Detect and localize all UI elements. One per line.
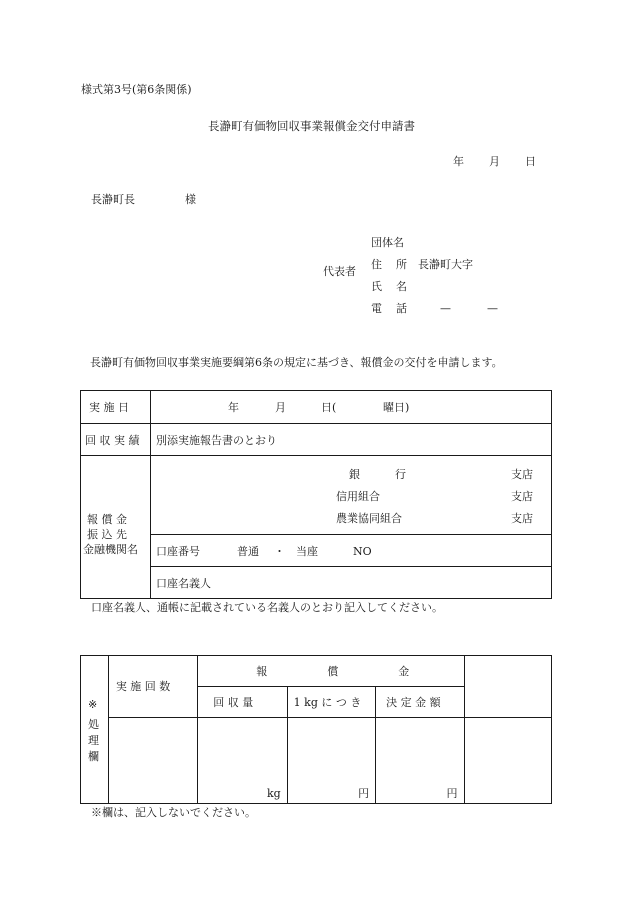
processing-side-cell [81,656,109,804]
addressee-honorific: 様 [185,193,196,206]
account-number-label: 口座番号 [156,545,200,558]
phone-dash-1: — [440,302,451,315]
bank-label-line1: 報 償 金 [87,513,127,526]
bank-name-cell [151,456,552,535]
collection-value-cell [151,424,552,456]
side-mark: ※ [88,698,98,711]
decided-amount-cell [376,687,464,718]
implementation-date-cell [151,391,552,424]
addressee: 長瀞町長 [91,193,135,206]
reward-char-1: 報 [256,665,268,678]
phone-label-1: 電 [371,302,382,315]
decided-amount-value-cell [376,718,464,804]
application-table [80,390,552,599]
account-number-cell [151,535,552,567]
implementation-date-label: 実 施 日 [89,401,129,414]
account-no: NO [353,545,372,558]
impl-date-weekday: 曜日) [383,401,410,414]
account-type-ordinary: 普通 [237,545,259,558]
account-holder-cell [151,567,552,599]
bank-label-line3: 金融機関名 [83,543,138,556]
collected-amount-label: 回 収 量 [213,696,254,709]
collection-label-cell [81,424,151,456]
decided-amount-label: 決 定 金 額 [386,696,441,709]
unit-yen-2: 円 [446,787,458,800]
representative-label: 代表者 [323,265,356,278]
account-holder-label: 口座名義人 [156,577,211,590]
impl-date-year: 年 [228,401,239,414]
impl-date-day: 日( [321,401,337,414]
blank-header-cell [464,656,552,718]
address-label-2: 所 [396,258,407,271]
branch-2: 支店 [511,490,533,503]
count-label-cell [108,656,197,718]
date-day: 日 [525,155,536,168]
per-kg-cell [287,687,375,718]
address-label-1: 住 [371,258,382,271]
statement: 長瀞町有価物回収事業実施要綱第6条の規定に基づき、報償金の交付を申請します。 [90,356,503,369]
bank-label-line2: 振 込 先 [87,528,127,541]
phone-dash-2: — [487,302,498,315]
unit-kg: kg [266,787,281,800]
collection-label: 回 収 実 績 [85,434,140,447]
reward-header-cell [198,656,464,687]
count-label: 実 施 回 数 [115,680,171,693]
bank-suffix: 行 [395,468,406,481]
implementation-date-label-cell [81,391,151,424]
date-year: 年 [453,155,464,168]
name-label-1: 氏 [371,280,382,293]
branch-1: 支店 [511,468,533,481]
group-name-label: 団体名 [371,236,404,249]
branch-3: 支店 [511,512,533,525]
side-char-2: 理 [88,734,99,747]
processing-table [80,655,552,804]
collected-amount-value-cell [198,718,287,804]
phone-label-2: 話 [396,302,407,315]
unit-yen-1: 円 [358,787,370,800]
impl-date-month: 月 [275,401,286,414]
bank-char: 銀 [349,468,360,481]
form-number: 様式第3号(第6条関係) [81,83,192,96]
address-value: 長瀞町大字 [418,258,473,271]
date-month: 月 [489,155,500,168]
blank-value-cell [464,718,552,804]
account-type-sep: ・ [274,545,285,558]
note-holder: 口座名義人、通帳に記載されている名義人のとおり記入してください。 [91,601,443,614]
credit-union: 信用組合 [336,490,380,503]
form-title: 長瀞町有価物回収事業報償金交付申請書 [208,119,415,133]
name-label-2: 名 [396,280,407,293]
agri-coop: 農業協同組合 [336,512,402,525]
reward-char-2: 償 [327,665,339,678]
reward-char-3: 金 [398,665,410,678]
collected-amount-cell [198,687,287,718]
per-kg-value-cell [287,718,375,804]
side-char-3: 欄 [88,750,99,763]
collection-value: 別添実施報告書のとおり [156,434,277,447]
per-kg-label: 1 kg に つ き [293,696,362,709]
count-value-cell [108,718,197,804]
account-type-current: 当座 [296,545,318,558]
footer-note: ※欄は、記入しないでください。 [91,806,256,819]
bank-label-cell [81,456,151,599]
side-char-1: 処 [88,718,99,731]
